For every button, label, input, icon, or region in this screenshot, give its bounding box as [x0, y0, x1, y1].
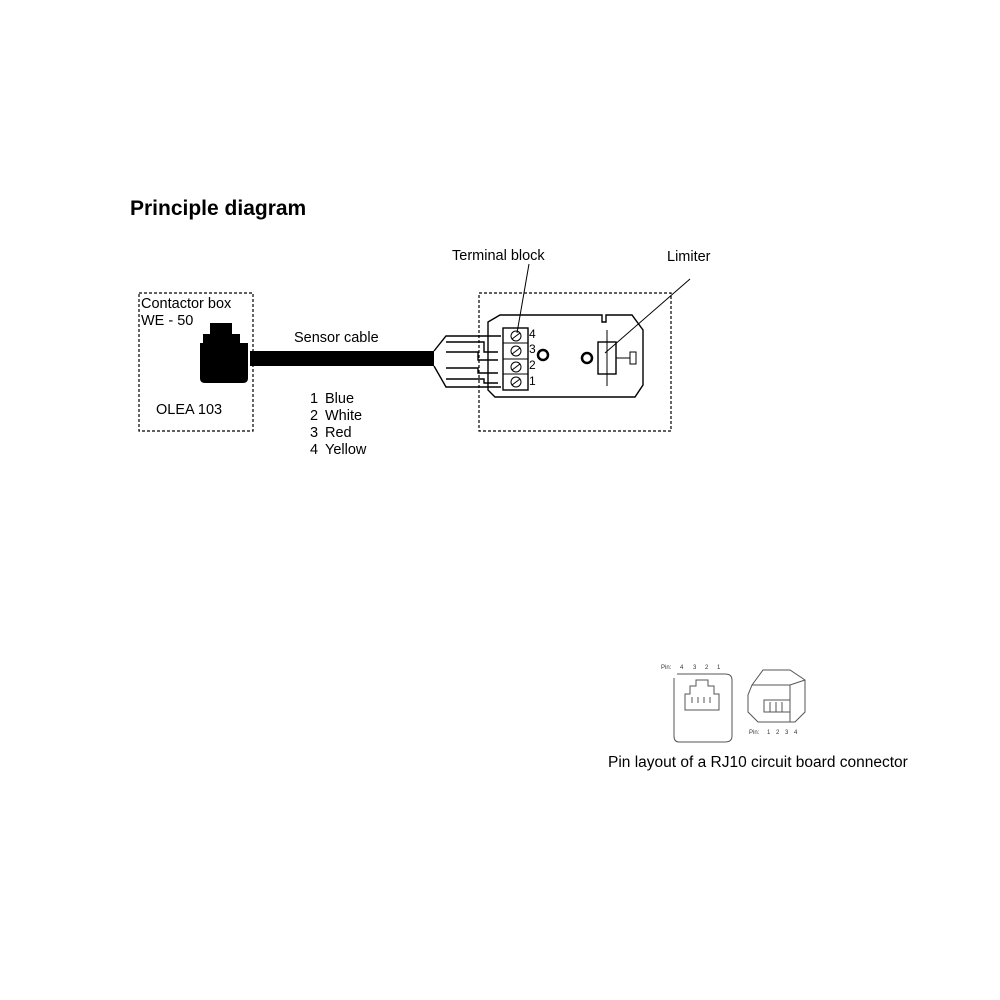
sensor-housing: [452, 248, 711, 431]
terminal-pin-4: 4: [529, 327, 536, 341]
rj10-side-pins-label: Pin:: [749, 730, 760, 736]
rj-jack-icon: [200, 323, 248, 383]
rj10-front-pin: 4: [680, 665, 684, 671]
wire-color-3: Red: [325, 425, 352, 441]
limiter-label: Limiter: [667, 249, 711, 265]
contactor-box: [139, 293, 253, 431]
terminal-pin-3: 3: [529, 342, 536, 356]
rj10-front-pin: 3: [693, 665, 697, 671]
limiter-switch: [598, 330, 636, 386]
terminal-pin-2: 2: [529, 358, 536, 372]
wire-color-4: Yellow: [325, 442, 367, 458]
wire-color-legend: [310, 391, 367, 458]
mounting-hole-icon: [538, 350, 548, 360]
diagram-title: Principle diagram: [130, 197, 307, 220]
sensor-housing-outline: [479, 293, 671, 431]
rj10-side-view: [748, 670, 805, 736]
rj10-side-pin: 2: [776, 730, 780, 736]
rj10-front-pins-label: Pin:: [661, 665, 672, 671]
wire-pin-1: 1: [310, 391, 319, 407]
terminal-pin-1: 1: [529, 374, 536, 388]
sensor-cable-label: Sensor cable: [294, 330, 379, 346]
rj10-front-body: [674, 674, 732, 742]
rj10-side-pin: 1: [767, 730, 771, 736]
terminal-block-leader: [517, 264, 529, 333]
contactor-box-model-code: WE - 50: [141, 313, 194, 329]
sensor-cable-body: [250, 351, 434, 366]
wire-color-2: White: [325, 408, 363, 424]
rj10-side-pin: 4: [794, 730, 798, 736]
wire-color-1: Blue: [325, 391, 355, 407]
wire-pin-3: 3: [310, 425, 319, 441]
wire-pin-2: 2: [310, 408, 319, 424]
rj10-front-pin: 1: [717, 665, 721, 671]
rj10-port-icon: [685, 680, 719, 710]
mounting-hole-icon: [582, 353, 592, 363]
limiter-leader: [605, 279, 690, 353]
wire-pin-4: 4: [310, 442, 319, 458]
rj10-side-pin: 3: [785, 730, 789, 736]
rj10-front-pin: 2: [705, 665, 709, 671]
contactor-box-model-name: OLEA 103: [156, 402, 223, 418]
rj10-caption: Pin layout of a RJ10 circuit board connector: [608, 754, 908, 771]
sensor-cable: [250, 330, 501, 387]
terminal-block-label: Terminal block: [452, 248, 545, 264]
contactor-box-label: Contactor box: [141, 296, 232, 312]
rj10-front-view: [661, 665, 732, 742]
rj10-side-body: [748, 670, 805, 722]
